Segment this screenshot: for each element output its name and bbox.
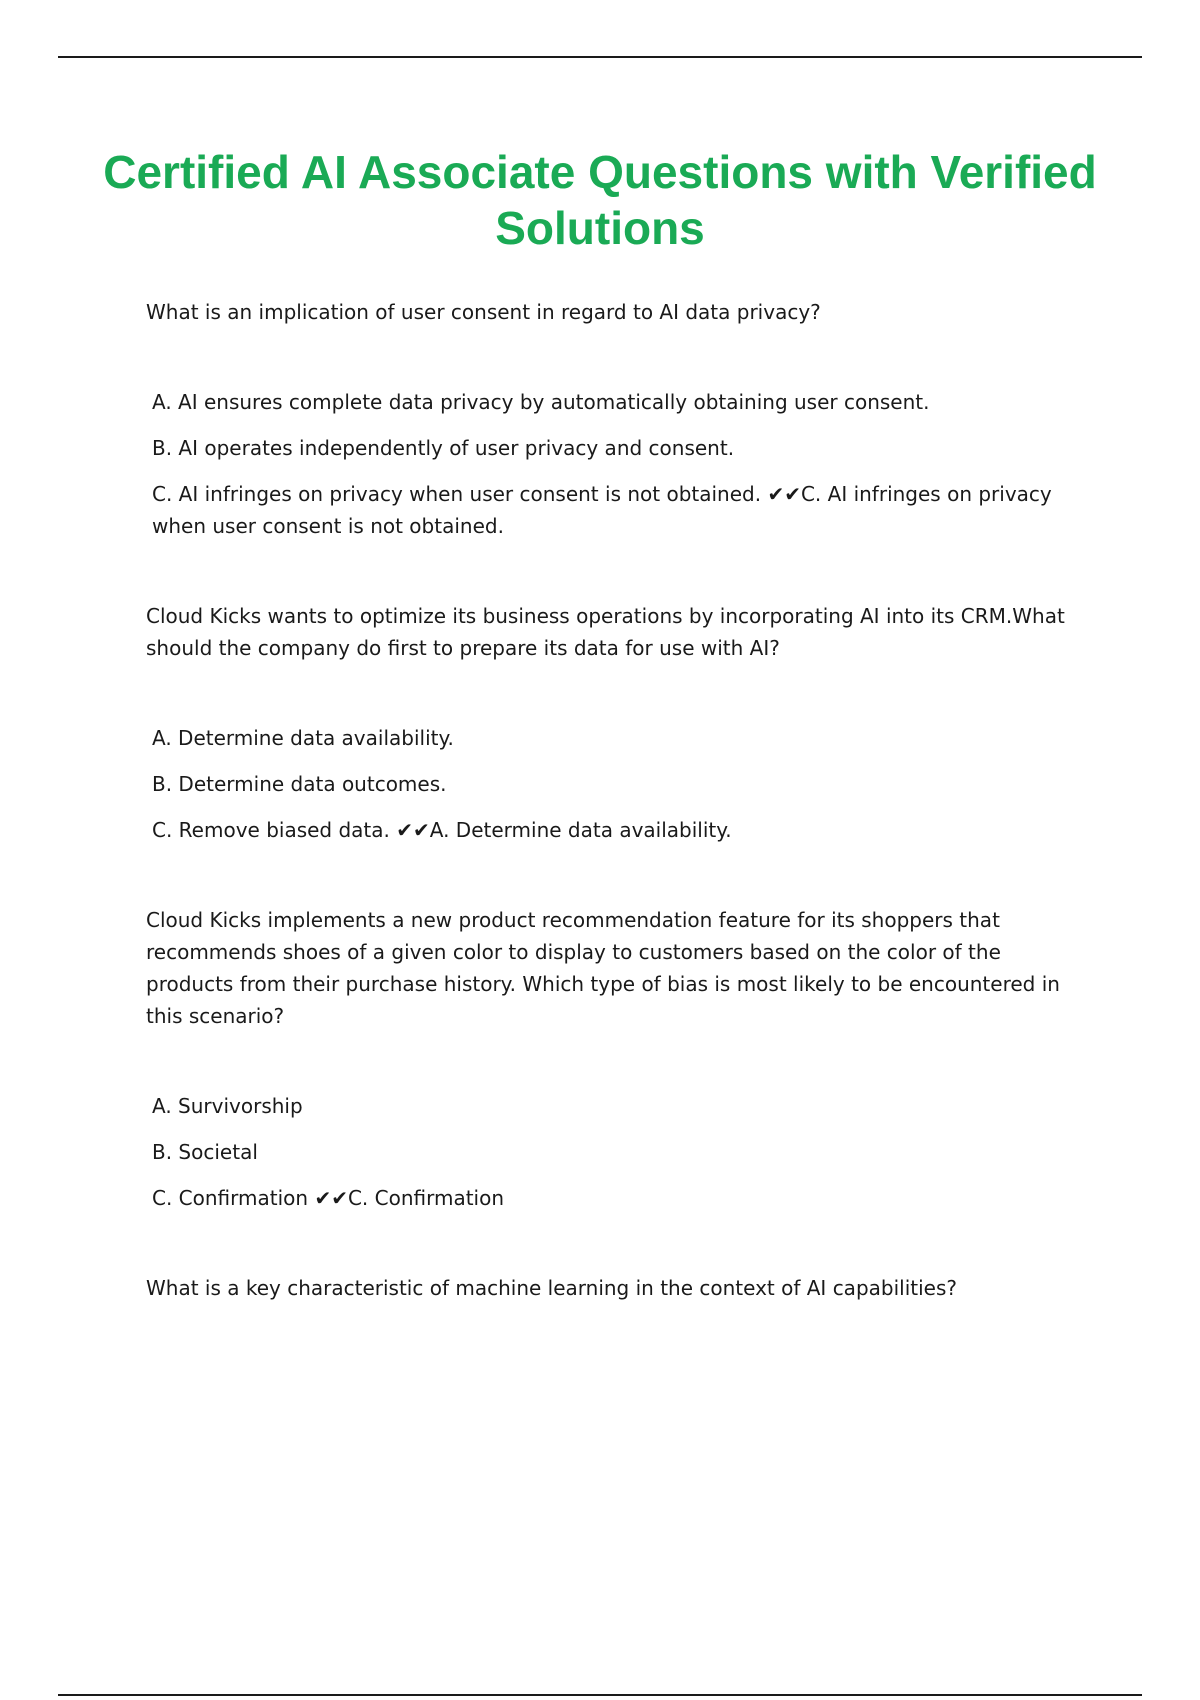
option-b: B. AI operates independently of user privacy and consent. — [152, 436, 735, 460]
answer-text: C. AI infringes on privacy when user consent is not obtained. — [152, 482, 1052, 538]
question-text: Cloud Kicks implements a new product recommendation feature for its shoppers that recommends shoes of a given color to display to customers based on the color of the products from their purchase history. Which type of bias is most likely to be encountered in this scenario? — [146, 908, 1060, 1028]
answer-text: A. Determine data availability. — [429, 818, 732, 842]
option-list — [146, 386, 1086, 542]
option-a: A. Determine data availability. — [152, 726, 454, 750]
header-rule — [58, 56, 1142, 58]
option-list — [146, 722, 1086, 846]
answer-text: C. Confirmation — [347, 1186, 505, 1210]
option-c-with-answer — [152, 478, 1086, 542]
question-block — [146, 296, 1086, 542]
option-c: C. Confirmation — [152, 1186, 309, 1210]
answer-check-icon: ✔✔ — [314, 1186, 348, 1210]
question-text: Cloud Kicks wants to optimize its business operations by incorporating AI into its CRM.What should the company do first to prepare its data for use with AI? — [146, 604, 1065, 660]
question-text: What is a key characteristic of machine learning in the context of AI capabilities? — [146, 1276, 957, 1300]
question-block — [146, 904, 1086, 1214]
option-b: B. Determine data outcomes. — [152, 772, 447, 796]
option-c-with-answer — [152, 1182, 1086, 1214]
answer-check-icon: ✔✔ — [767, 482, 801, 506]
answer-check-icon: ✔✔ — [396, 818, 430, 842]
question-block — [146, 600, 1086, 846]
question-block — [146, 1272, 1086, 1304]
question-list — [146, 296, 1086, 1362]
option-c-with-answer — [152, 814, 1086, 846]
question-text: What is an implication of user consent in regard to AI data privacy? — [146, 300, 821, 324]
option-a: A. Survivorship — [152, 1094, 303, 1118]
option-a: A. AI ensures complete data privacy by automatically obtaining user consent. — [152, 390, 930, 414]
footer-rule — [58, 1694, 1142, 1696]
document-title: Certified AI Associate Questions with Verified Solutions — [103, 146, 1097, 254]
option-c: C. AI infringes on privacy when user consent is not obtained. — [152, 482, 762, 506]
option-b: B. Societal — [152, 1140, 258, 1164]
option-list — [146, 1090, 1086, 1214]
option-c: C. Remove biased data. — [152, 818, 390, 842]
